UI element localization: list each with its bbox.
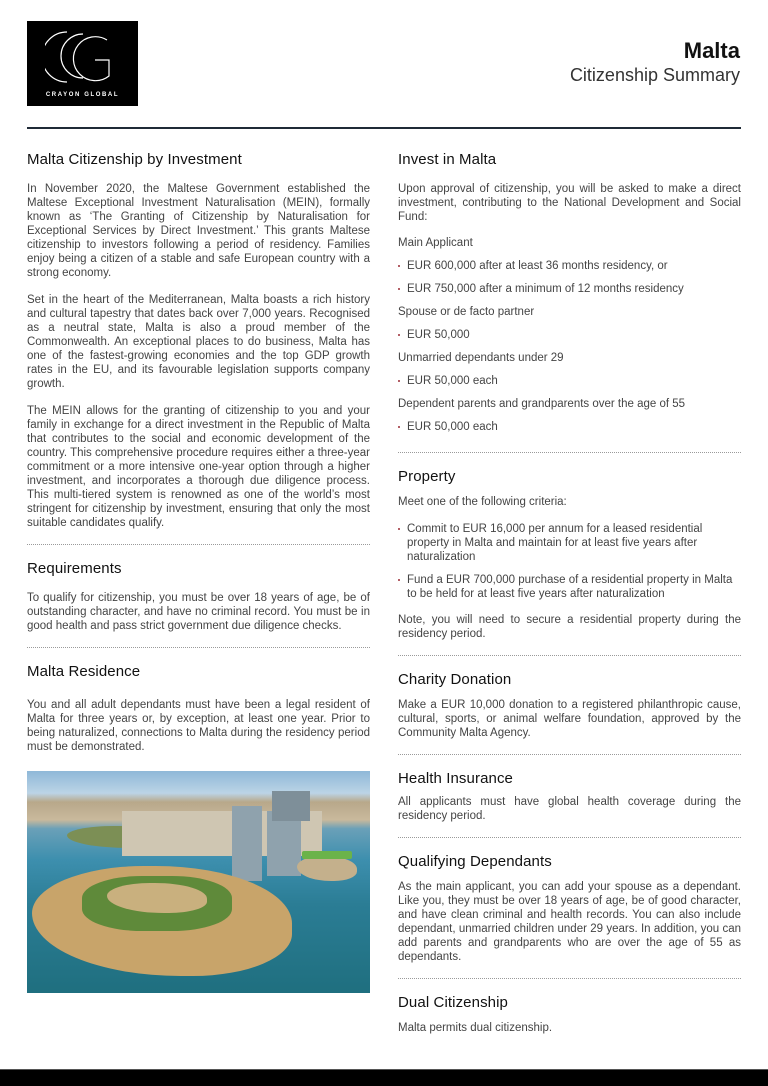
- dotted-divider: [398, 655, 741, 656]
- list-item: Commit to EUR 16,000 per annum for a leased residential property in Malta and maintain for at least five years after naturalization: [398, 522, 741, 564]
- dotted-divider: [398, 754, 741, 755]
- dotted-divider: [27, 544, 370, 545]
- section-invest-in-malta: [398, 150, 741, 434]
- list-item: EUR 50,000 each: [398, 420, 741, 434]
- section-dual-citizenship: [398, 993, 741, 1035]
- paragraph: Meet one of the following criteria:: [398, 496, 567, 508]
- list-item: EUR 600,000 after at least 36 months residency, or: [398, 259, 741, 273]
- paragraph: Make a EUR 10,000 donation to a registered philanthropic cause, cultural, sports, or animal welfare foundation, approved by the Community Malta Agency.: [398, 699, 741, 739]
- dotted-divider: [398, 837, 741, 838]
- bullet-list: [398, 259, 741, 296]
- right-column: [398, 150, 741, 1035]
- group-label: Spouse or de facto partner: [398, 306, 535, 318]
- paragraph: As the main applicant, you can add your spouse as a dependant. Like you, they must be over 18 years of age, be of good character, and have clean criminal and health records. You can also include dependant, unmarried children under 29 years. In addition, you can add parents and grandparents who are over the age of 55 as dependants.: [398, 881, 741, 963]
- list-item: EUR 750,000 after a minimum of 12 months residency: [398, 282, 741, 296]
- page-title: Malta: [683, 38, 740, 63]
- paragraph: You and all adult dependants must have been a legal resident of Malta for three years or, by exception, at least one year. Prior to being naturalized, connections to Malta during the residency period must be demonstrated.: [27, 699, 370, 753]
- section-heading: Charity Donation: [398, 671, 512, 688]
- bullet-list: [398, 420, 741, 434]
- paragraph: The MEIN allows for the granting of citizenship to you and your family in exchange for a direct investment in the Republic of Malta that contributes to the social and economic development of the country. This comprehensive procedure requires either a three-year commitment or a more intensive one-year option through a higher investment, and incorporates a thorough due diligence process. This multi-tiered system is renowned as one of the world’s most stringent for citizenship by investment, ensuring that only the most suitable candidates qualify.: [27, 405, 370, 529]
- list-item: Fund a EUR 700,000 purchase of a residential property in Malta to be held for at least five years after naturalization: [398, 573, 741, 601]
- section-heading: Health Insurance: [398, 770, 514, 787]
- section-heading: Requirements: [27, 560, 122, 577]
- paragraph: All applicants must have global health coverage during the residency period.: [398, 796, 741, 822]
- malta-aerial-photo: [27, 771, 370, 993]
- footer-bar: [0, 1069, 768, 1086]
- section-malta-residence: [27, 662, 370, 754]
- section-property: [398, 467, 741, 641]
- paragraph: Malta permits dual citizenship.: [398, 1022, 553, 1034]
- section-heading: Malta Residence: [27, 663, 141, 680]
- dotted-divider: [398, 978, 741, 979]
- bullet-list: [398, 328, 741, 342]
- paragraph: To qualify for citizenship, you must be over 18 years of age, be of outstanding character, and have no criminal record. You must be in good health and pass strict government due diligence checks.: [27, 592, 370, 632]
- list-item: EUR 50,000 each: [398, 374, 741, 388]
- section-heading: Qualifying Dependants: [398, 853, 552, 870]
- section-heading: Property: [398, 468, 456, 485]
- paragraph: Upon approval of citizenship, you will be asked to make a direct investment, contributing to the National Development and Social Fund:: [398, 183, 741, 223]
- dotted-divider: [398, 452, 741, 453]
- cg-monogram-icon: [45, 26, 121, 86]
- section-health-insurance: [398, 769, 741, 823]
- section-qualifying-dependants: [398, 852, 741, 964]
- paragraph: Set in the heart of the Mediterranean, Malta boasts a rich history and cultural tapestry that dates back over 7,000 years. Recognised as a neutral state, Malta is also a proud member of the Commonwealth. An exceptional places to do business, Malta has one of the fastest-growing economies and the top GDP growth rates in the EU, and its favourable legislation supports company growth.: [27, 294, 370, 390]
- paragraph: In November 2020, the Maltese Government established the Maltese Exceptional Investment Naturalisation (MEIN), formally known as ‘The Granting of Citizenship by Naturalisation for Exceptional Services by Direct Investment.’ This grants Maltese citizenship to investors following a period of residency. Families enjoy being a citizen of a stable and safe European country with a strong economy.: [27, 183, 370, 279]
- section-citizenship-by-investment: [27, 150, 370, 530]
- crayon-global-logo: [27, 21, 138, 106]
- document-title-block: [570, 38, 740, 86]
- dotted-divider: [27, 647, 370, 648]
- group-label: Unmarried dependants under 29: [398, 352, 564, 364]
- page-subtitle: Citizenship Summary: [569, 65, 740, 85]
- section-heading: Dual Citizenship: [398, 994, 508, 1011]
- list-item: EUR 50,000: [398, 328, 741, 342]
- bullet-list: [398, 522, 741, 601]
- left-column: [27, 150, 370, 993]
- section-requirements: [27, 559, 370, 633]
- header-divider: [27, 127, 741, 129]
- section-charity-donation: [398, 670, 741, 740]
- section-heading: Malta Citizenship by Investment: [27, 151, 242, 168]
- logo-text: CRAYON GLOBAL: [45, 92, 120, 98]
- bullet-list: [398, 374, 741, 388]
- group-label: Main Applicant: [398, 237, 473, 249]
- paragraph: Note, you will need to secure a residential property during the residency period.: [398, 614, 741, 640]
- section-heading: Invest in Malta: [398, 151, 497, 168]
- group-label: Dependent parents and grandparents over the age of 55: [398, 398, 686, 410]
